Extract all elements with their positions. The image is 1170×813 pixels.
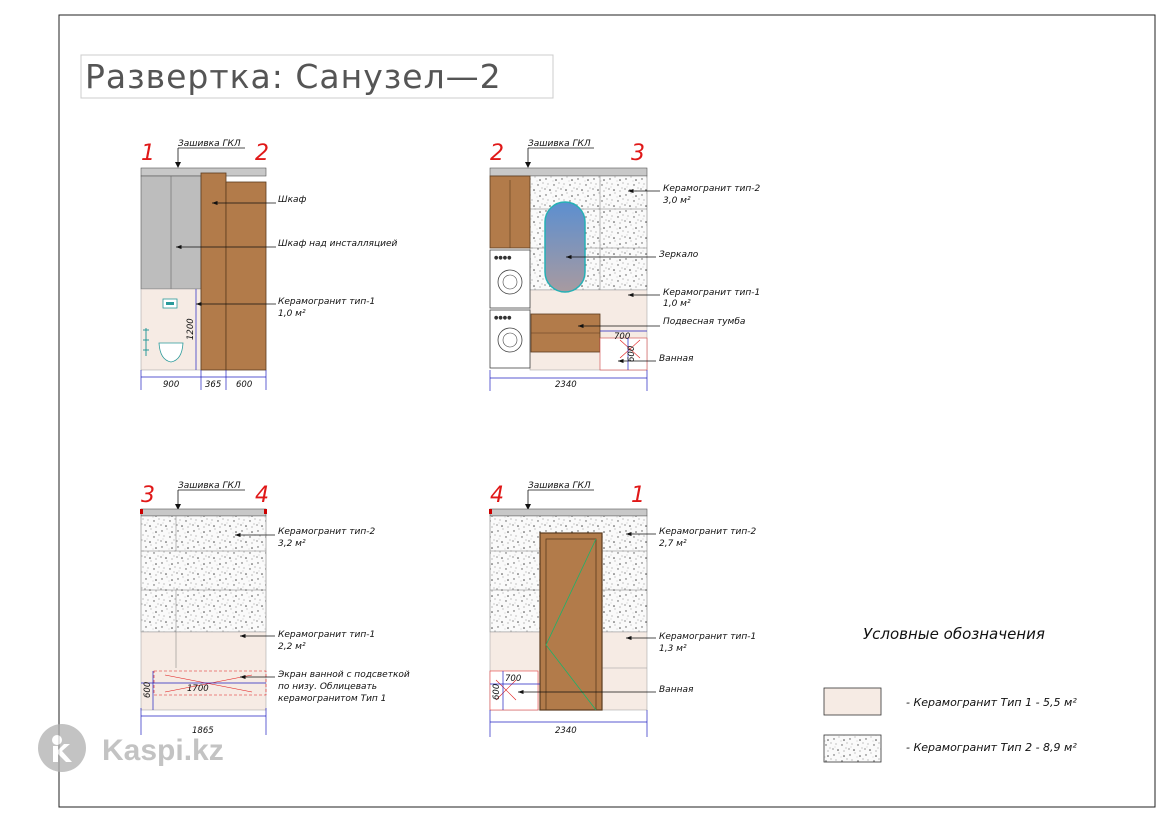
ceiling-strip	[490, 509, 647, 516]
corner-number-left: 2	[490, 141, 504, 166]
corner-number-right: 2	[255, 141, 269, 166]
tile1-area: 2,2 м²	[278, 642, 306, 652]
page-title: Развертка: Санузел—2	[85, 57, 502, 96]
vanity-label: Подвесная тумба	[663, 317, 746, 327]
dim-900: 900	[163, 380, 180, 390]
tile1-label: Керамогранит тип-1	[663, 288, 761, 298]
dim-600: 600	[492, 683, 502, 700]
tile1-label: Керамогранит тип-1	[659, 632, 757, 642]
tile2-area: 3,0 м²	[663, 196, 691, 206]
elevation-view-4-1	[489, 481, 756, 737]
legend	[824, 625, 1077, 762]
legend-item-tile2: - Керамогранит Тип 2 - 8,9 м²	[906, 741, 1077, 754]
tile1-area: 1,0 м²	[278, 309, 306, 319]
corner-number-left: 1	[141, 141, 155, 166]
svg-text:●●●●: ●●●●	[494, 315, 512, 321]
tile2-area: 3,2 м²	[278, 539, 306, 549]
bath-label: Ванная	[659, 354, 694, 364]
corner-number-left: 4	[490, 483, 504, 508]
corner-number-right: 1	[631, 483, 645, 508]
screen-note-line1: Экран ванной с подсветкой	[278, 670, 410, 680]
ceiling-label: Зашивка ГКЛ	[528, 139, 591, 149]
legend-item-tile1: - Керамогранит Тип 1 - 5,5 м²	[906, 696, 1077, 709]
legend-swatch-tile2	[824, 735, 881, 762]
tile2-area: 2,7 м²	[659, 539, 687, 549]
ceiling-strip	[490, 168, 647, 176]
corner-number-left: 3	[141, 483, 155, 508]
mirror	[545, 202, 585, 292]
tile1-area: 1,3 м²	[659, 644, 687, 654]
screen-note-line3: керамогранитом Тип 1	[278, 694, 387, 704]
tile2-label: Керамогранит тип-2	[659, 527, 757, 537]
dim-600: 600	[143, 681, 153, 698]
legend-title: Условные обозначения	[863, 625, 1045, 643]
tile1-label: Керамогранит тип-1	[278, 630, 376, 640]
elevation-view-3-4	[140, 481, 410, 736]
legend-swatch-tile1	[824, 688, 881, 715]
ceiling-label: Зашивка ГКЛ	[178, 481, 241, 491]
dim-1865: 1865	[192, 726, 214, 736]
dim-1700: 1700	[187, 684, 209, 694]
dim-2340: 2340	[555, 726, 577, 736]
svg-text:●●●●: ●●●●	[494, 255, 512, 261]
wardrobe-label: Шкаф	[278, 195, 307, 205]
ceiling-label: Зашивка ГКЛ	[178, 139, 241, 149]
watermark-text: Kaspi.kz	[102, 734, 224, 767]
tile-type2-zone	[141, 516, 266, 632]
tile1-area: 1,0 м²	[663, 299, 691, 309]
installation-cabinet-label: Шкаф над инсталляцией	[278, 239, 398, 249]
dim-2340: 2340	[555, 380, 577, 390]
tile2-label: Керамогранит тип-2	[663, 184, 761, 194]
tile1-label: Керамогранит тип-1	[278, 297, 376, 307]
dim-365: 365	[205, 380, 222, 390]
elevation-view-2-3	[490, 139, 760, 391]
elevation-view-1-2	[141, 139, 397, 390]
corner-number-right: 3	[631, 141, 645, 166]
mirror-label: Зеркало	[659, 250, 699, 260]
door	[540, 533, 602, 710]
dim-1200: 1200	[186, 318, 196, 340]
dim-600: 600	[627, 345, 637, 362]
corner-number-right: 4	[255, 483, 269, 508]
dim-600: 600	[236, 380, 253, 390]
cabinet-panel	[201, 173, 226, 370]
dim-700: 700	[614, 332, 631, 342]
ceiling-strip	[141, 509, 266, 516]
ceiling-label: Зашивка ГКЛ	[528, 481, 591, 491]
bath-label: Ванная	[659, 685, 694, 695]
dim-700: 700	[505, 674, 522, 684]
wardrobe	[226, 182, 266, 370]
tile2-label: Керамогранит тип-2	[278, 527, 376, 537]
screen-note-line2: по низу. Облицевать	[278, 682, 378, 692]
